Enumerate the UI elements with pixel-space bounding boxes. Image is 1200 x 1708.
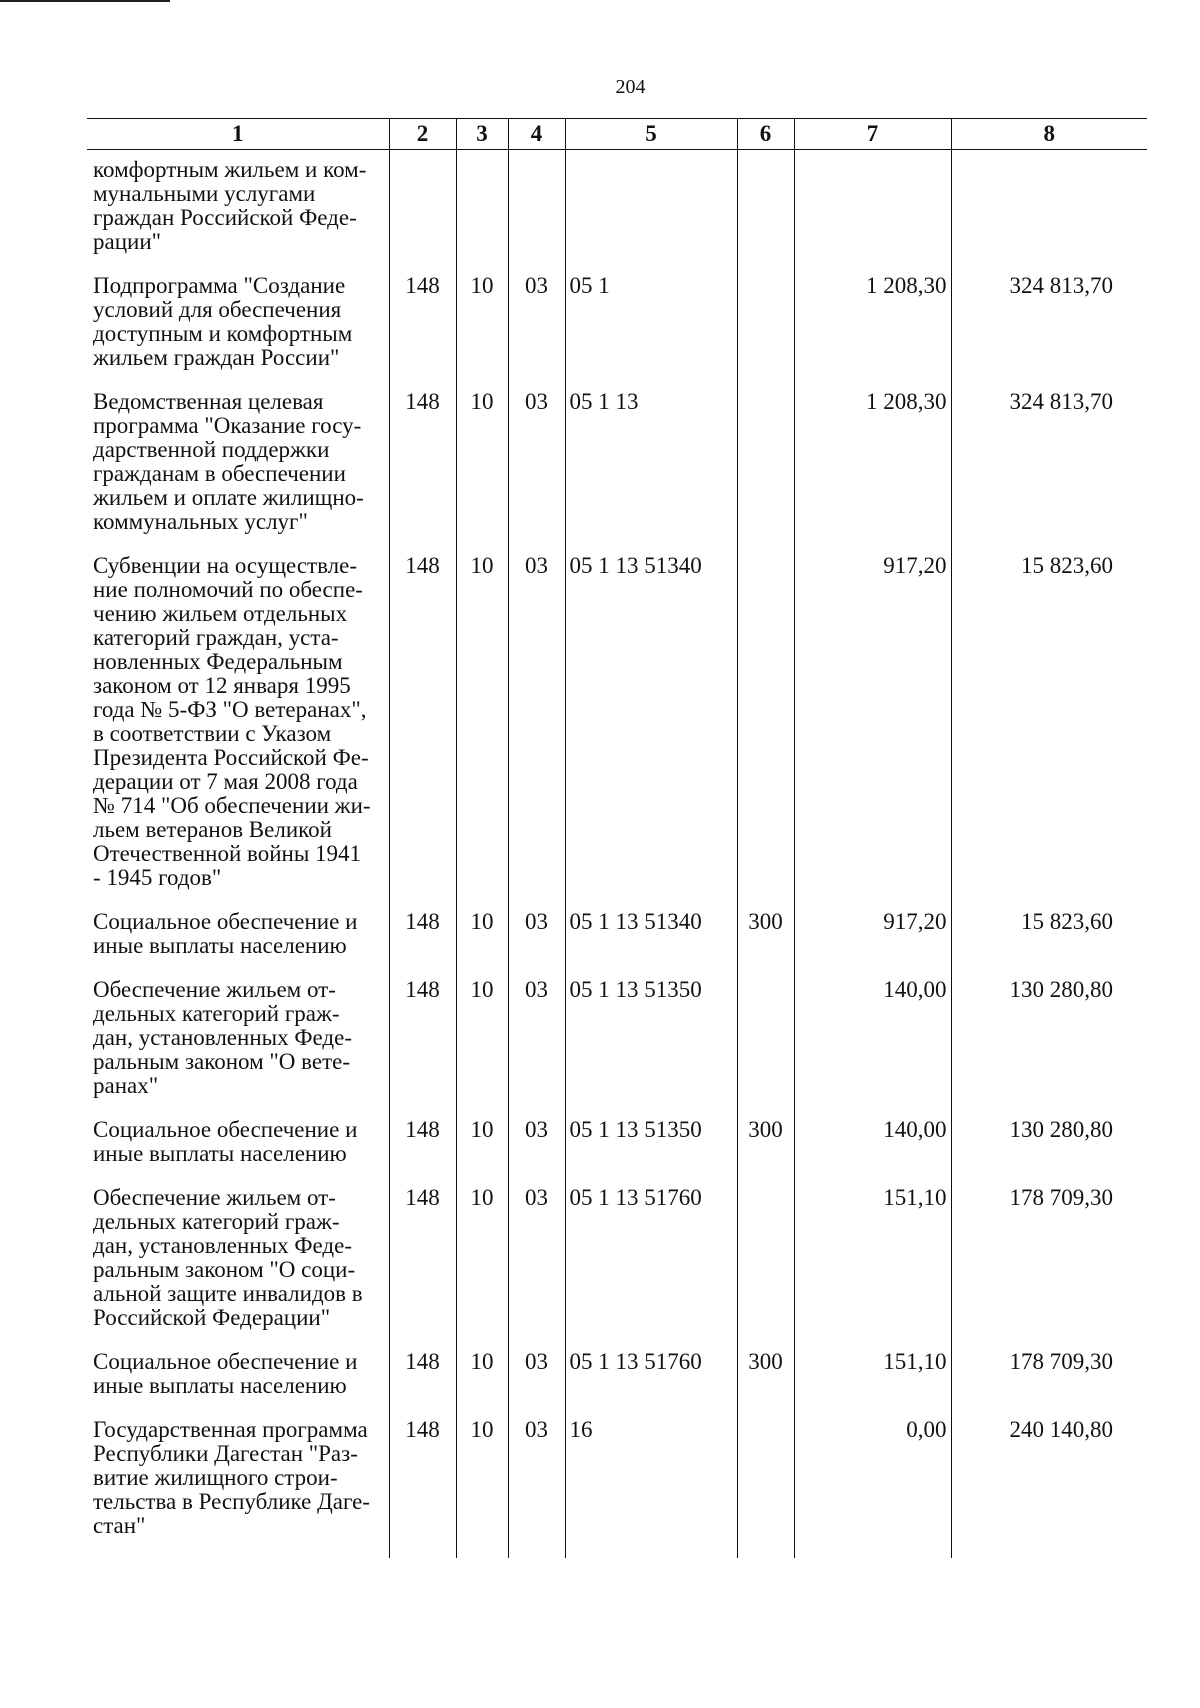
scan-edge-mark — [0, 0, 170, 2]
table-row — [87, 554, 1147, 910]
section-code: 10 — [456, 390, 508, 554]
ministry-code: 148 — [389, 978, 456, 1118]
table-row — [87, 150, 1147, 275]
subsection-code: 03 — [508, 1186, 565, 1350]
section-code — [456, 150, 508, 275]
budget-table — [87, 118, 1147, 1558]
ministry-code: 148 — [389, 910, 456, 978]
column-header-8: 8 — [951, 119, 1147, 150]
column-header-3: 3 — [456, 119, 508, 150]
ministry-code: 148 — [389, 390, 456, 554]
table-row — [87, 1186, 1147, 1350]
ministry-code — [389, 150, 456, 275]
row-description: Социальное обеспечение и иные выплаты населению — [93, 1117, 358, 1166]
row-description: Субвенции на осуществле- ние полномочий по обеспе- чению жильем отдельных категорий граждан, уста- новленных Федеральным законом от 12 января 1995 года № 5-ФЗ "О ветеранах", в соответствии с Указом Президента Российской Фе- дерации от 7 мая 2008 года № 714 "Об обеспечении жи- льем ветеранов Великой Отечественной войны 1941 - 1945 годов" — [93, 553, 371, 890]
row-description: Государственная программа Республики Дагестан "Раз- витие жилищного строи- тельства в Республике Даге- стан" — [93, 1417, 370, 1538]
section-code: 10 — [456, 274, 508, 390]
amount-column-7: 1 208,30 — [794, 274, 951, 390]
amount-column-7: 1 208,30 — [794, 390, 951, 554]
amount-column-8 — [951, 150, 1147, 275]
amount-column-8: 178 709,30 — [951, 1186, 1147, 1350]
table-row — [87, 390, 1147, 554]
amount-column-8: 178 709,30 — [951, 1350, 1147, 1418]
expense-type-code: 300 — [737, 1350, 794, 1418]
amount-column-8: 130 280,80 — [951, 978, 1147, 1118]
row-description: Обеспечение жильем от- дельных категорий граж- дан, установленных Феде- ральным законом "О соци- альной защите инвалидов в Российской Федерации" — [93, 1185, 363, 1330]
table-header — [87, 119, 1147, 150]
subsection-code: 03 — [508, 1118, 565, 1186]
target-article-code: 05 1 13 51340 — [565, 554, 737, 910]
amount-column-7: 140,00 — [794, 978, 951, 1118]
target-article-code: 05 1 13 — [565, 390, 737, 554]
subsection-code: 03 — [508, 1350, 565, 1418]
amount-column-7: 917,20 — [794, 910, 951, 978]
amount-column-8: 324 813,70 — [951, 390, 1147, 554]
amount-column-8: 130 280,80 — [951, 1118, 1147, 1186]
row-description: Ведомственная целевая программа "Оказание госу- дарственной поддержки гражданам в обеспечении жильем и оплате жилищно- коммунальных услуг" — [93, 389, 364, 534]
expense-type-code — [737, 554, 794, 910]
expense-type-code — [737, 390, 794, 554]
expense-type-code: 300 — [737, 910, 794, 978]
ministry-code: 148 — [389, 554, 456, 910]
amount-column-7: 917,20 — [794, 554, 951, 910]
section-code: 10 — [456, 1418, 508, 1558]
amount-column-8: 15 823,60 — [951, 910, 1147, 978]
ministry-code: 148 — [389, 1418, 456, 1558]
ministry-code: 148 — [389, 274, 456, 390]
section-code: 10 — [456, 910, 508, 978]
row-description: Подпрограмма "Создание условий для обеспечения доступным и комфортным жильем граждан России" — [93, 273, 353, 370]
target-article-code — [565, 150, 737, 275]
column-header-6: 6 — [737, 119, 794, 150]
header-row — [87, 119, 1147, 150]
row-description: комфортным жильем и ком- мунальными услугами граждан Российской Феде- рации" — [93, 157, 367, 254]
page-number: 204 — [615, 76, 646, 98]
amount-column-7: 151,10 — [794, 1186, 951, 1350]
section-code: 10 — [456, 1350, 508, 1418]
target-article-code: 05 1 — [565, 274, 737, 390]
amount-column-7: 151,10 — [794, 1350, 951, 1418]
table-row — [87, 1118, 1147, 1186]
table-row — [87, 274, 1147, 390]
subsection-code — [508, 150, 565, 275]
subsection-code: 03 — [508, 274, 565, 390]
subsection-code: 03 — [508, 978, 565, 1118]
amount-column-8: 240 140,80 — [951, 1418, 1147, 1558]
table-row — [87, 1418, 1147, 1558]
subsection-code: 03 — [508, 910, 565, 978]
section-code: 10 — [456, 554, 508, 910]
section-code: 10 — [456, 1118, 508, 1186]
subsection-code: 03 — [508, 1418, 565, 1558]
section-code: 10 — [456, 978, 508, 1118]
table-row — [87, 978, 1147, 1118]
section-code: 10 — [456, 1186, 508, 1350]
expense-type-code — [737, 150, 794, 275]
ministry-code: 148 — [389, 1186, 456, 1350]
ministry-code: 148 — [389, 1350, 456, 1418]
target-article-code: 05 1 13 51350 — [565, 1118, 737, 1186]
table-body — [87, 150, 1147, 1559]
expense-type-code — [737, 1418, 794, 1558]
target-article-code: 05 1 13 51340 — [565, 910, 737, 978]
expense-type-code — [737, 274, 794, 390]
table-row — [87, 1350, 1147, 1418]
ministry-code: 148 — [389, 1118, 456, 1186]
column-header-7: 7 — [794, 119, 951, 150]
amount-column-7: 140,00 — [794, 1118, 951, 1186]
table-row — [87, 910, 1147, 978]
target-article-code: 05 1 13 51350 — [565, 978, 737, 1118]
amount-column-7 — [794, 150, 951, 275]
amount-column-7: 0,00 — [794, 1418, 951, 1558]
target-article-code: 05 1 13 51760 — [565, 1350, 737, 1418]
target-article-code: 16 — [565, 1418, 737, 1558]
expense-type-code — [737, 1186, 794, 1350]
row-description: Обеспечение жильем от- дельных категорий граж- дан, установленных Феде- ральным законом "О вете- ранах" — [93, 977, 352, 1098]
row-description: Социальное обеспечение и иные выплаты населению — [93, 909, 358, 958]
column-header-2: 2 — [389, 119, 456, 150]
amount-column-8: 15 823,60 — [951, 554, 1147, 910]
amount-column-8: 324 813,70 — [951, 274, 1147, 390]
column-header-1: 1 — [87, 119, 389, 150]
column-header-4: 4 — [508, 119, 565, 150]
subsection-code: 03 — [508, 390, 565, 554]
target-article-code: 05 1 13 51760 — [565, 1186, 737, 1350]
row-description: Социальное обеспечение и иные выплаты населению — [93, 1349, 358, 1398]
expense-type-code: 300 — [737, 1118, 794, 1186]
subsection-code: 03 — [508, 554, 565, 910]
expense-type-code — [737, 978, 794, 1118]
column-header-5: 5 — [565, 119, 737, 150]
